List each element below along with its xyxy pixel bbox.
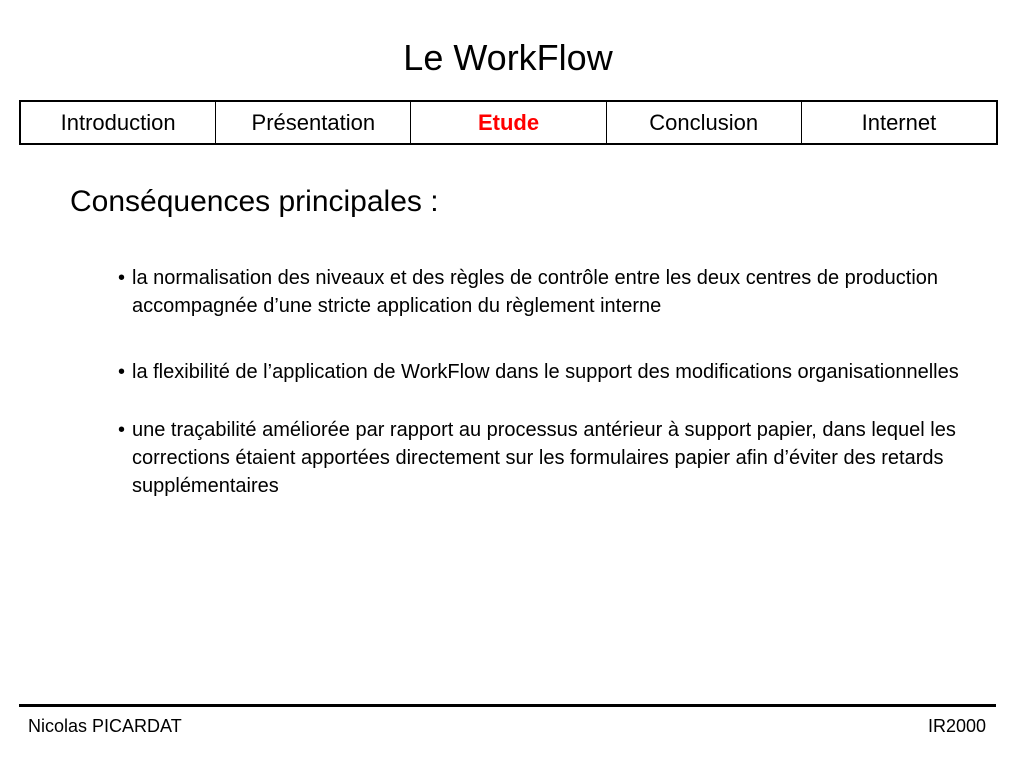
bullet-item-tracabilite <box>118 416 998 500</box>
navigation-bar <box>19 100 998 145</box>
tab-presentation[interactable] <box>216 102 411 143</box>
footer-code: IR2000 <box>927 716 986 736</box>
tab-internet[interactable] <box>802 102 996 143</box>
bullet-icon: • <box>118 419 126 441</box>
tab-conclusion[interactable] <box>607 102 802 143</box>
footer-divider <box>19 704 996 707</box>
tab-label: Introduction <box>60 109 176 135</box>
bullet-text: une traçabilité améliorée par rapport au processus antérieur à support papier, dans lequel les corrections étaient apportées directement sur les formulaires papier afin d’éviter des retards supplémentaires <box>132 419 956 497</box>
slide-title: Le WorkFlow <box>403 37 613 78</box>
tab-introduction[interactable] <box>21 102 216 143</box>
tab-etude[interactable] <box>411 102 606 143</box>
bullet-icon: • <box>118 267 126 289</box>
bullet-list <box>118 264 998 538</box>
bullet-text: la normalisation des niveaux et des règles de contrôle entre les deux centres de production accompagnée d’une stricte application du règlement interne <box>132 267 939 317</box>
footer-author: Nicolas PICARDAT <box>28 716 182 736</box>
bullet-icon: • <box>118 361 126 383</box>
tab-label: Conclusion <box>649 109 759 135</box>
tab-label-active: Etude <box>477 109 540 135</box>
tab-label: Présentation <box>251 109 376 135</box>
bullet-item-normalisation <box>118 264 998 320</box>
tab-label: Internet <box>861 109 937 135</box>
section-heading: Conséquences principales : <box>70 185 439 218</box>
bullet-text: la flexibilité de l’application de WorkFlow dans le support des modifications organisationnelles <box>132 361 959 383</box>
bullet-item-flexibilite <box>118 358 998 386</box>
